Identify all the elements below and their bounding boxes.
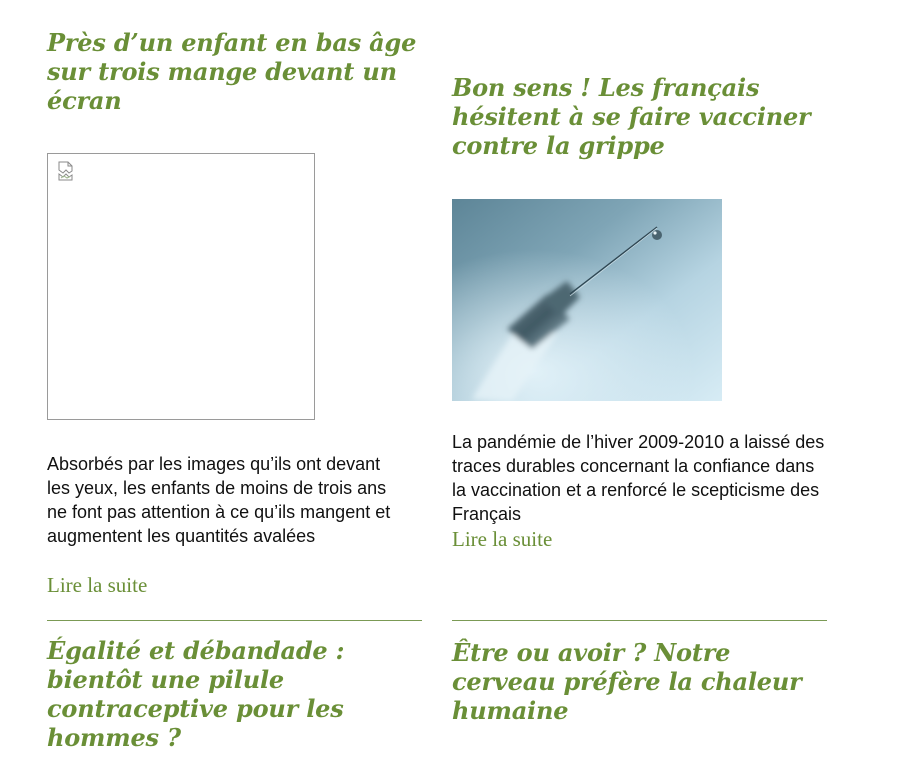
article-title-1[interactable]: Près d’un enfant en bas âge sur trois mange devant un écran bbox=[47, 28, 417, 115]
article-title-2[interactable]: Bon sens ! Les français hésitent à se faire vacciner contre la grippe bbox=[452, 73, 811, 160]
syringe-image bbox=[452, 199, 722, 401]
article-title-4[interactable]: Être ou avoir ? Notre cerveau préfère la chaleur humaine bbox=[452, 638, 802, 725]
article-excerpt-2: La pandémie de l’hiver 2009-2010 a laissé des traces durables concernant la confiance dans la vaccination et a renforcé le scepticisme des Français bbox=[452, 432, 825, 524]
read-more-link-1[interactable]: Lire la suite bbox=[47, 573, 148, 597]
broken-image-icon bbox=[56, 161, 76, 181]
article-divider-left bbox=[47, 620, 422, 621]
syringe-photo[interactable] bbox=[452, 199, 722, 401]
article-excerpt-1: Absorbés par les images qu’ils ont devant les yeux, les enfants de moins de trois ans ne font pas attention à ce qu’ils mangent et augmentent les quantités avalées bbox=[47, 454, 391, 546]
read-more-link-2[interactable]: Lire la suite bbox=[452, 527, 553, 551]
article-image-1[interactable] bbox=[47, 153, 315, 420]
article-divider-right bbox=[452, 620, 827, 621]
article-title-3[interactable]: Égalité et débandade : bientôt une pilule contraceptive pour les hommes ? bbox=[47, 636, 345, 752]
